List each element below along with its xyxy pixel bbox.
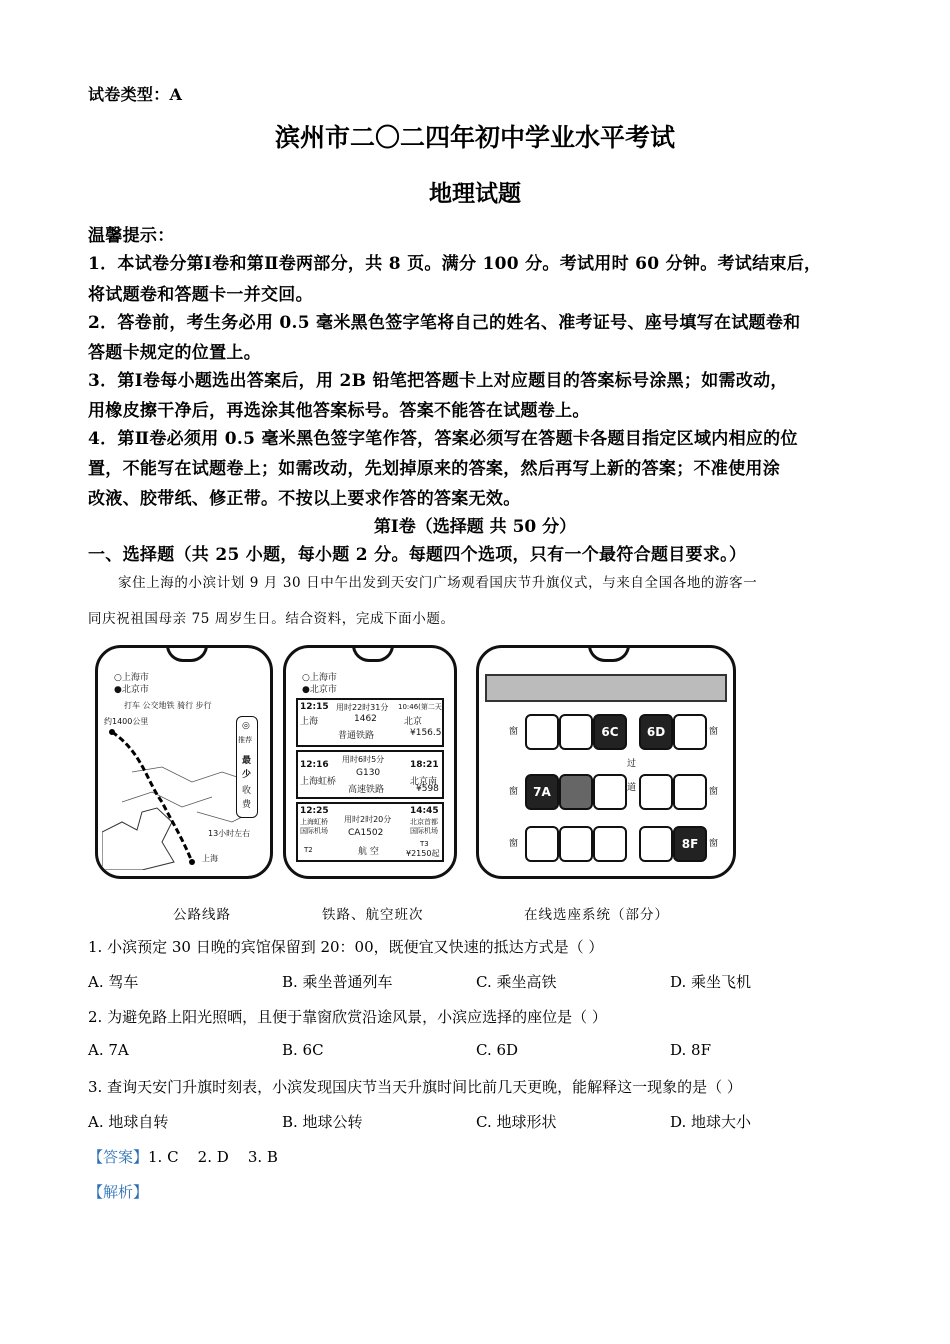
question-stem: 3. 查询天安门升旗时刻表，小滨发现国庆节当天升旗时间比前几天更晚，能解释这一现象的是（ ） [88,1078,742,1096]
seat[interactable] [593,826,627,862]
seat[interactable] [593,774,627,810]
trip-arr-time: 14:45 [410,806,439,816]
exam-title: 滨州市二〇二四年初中学业水平考试 [274,123,675,152]
seat[interactable] [673,774,707,810]
window-label: 窗 [709,727,719,737]
road-duration: 13小时左右 [208,829,251,838]
tip-line: 用橡皮擦干净后，再选涂其他答案标号。答案不能答在试题卷上。 [88,401,590,421]
trip-price: ¥156.5 [410,728,442,738]
aisle-label: 过道 [627,759,637,793]
side-item: 收 [242,786,252,796]
seat-8f[interactable]: 8F [673,826,707,862]
seat[interactable] [525,826,559,862]
paper-type: 试卷类型：A [88,85,183,104]
question-stem: 2. 为避免路上阳光照晒，且便于靠窗欣赏沿途风景，小滨应选择的座位是（ ） [88,1008,607,1026]
trip-dep-place: 上海 [300,717,319,727]
seat[interactable] [559,826,593,862]
road-to: ●北京市 [114,685,149,695]
subject-title: 地理试题 [429,180,521,207]
seat-toolbar [485,674,727,702]
trip-dep-time: 12:15 [300,702,329,712]
tip-line: 置，不能写在试题卷上；如需改动，先划掉原来的答案，然后再写上新的答案；不准使用涂 [88,459,780,479]
tip-line: 改液、胶带纸、修正带。不按以上要求作答的答案无效。 [88,489,521,509]
seat[interactable] [639,826,673,862]
window-label: 窗 [709,839,719,849]
tip-line: 答题卡规定的位置上。 [88,343,261,363]
side-item: 推荐 [238,736,252,744]
road-side-panel [236,716,258,818]
rail-phone [283,645,457,879]
trip-arr-place: 北京南 [410,777,438,787]
tip-line: 2．答卷前，考生务必用 0.5 毫米黑色签字笔将自己的姓名、准考证号、座号填写在试题卷和 [88,313,801,333]
analysis-label: 【解析】 [88,1183,149,1201]
trip-card-air[interactable] [296,802,444,862]
rail-from: ○上海市 [302,673,337,683]
trip-arr-time: 10:46(第二天) [398,703,445,711]
trip-dep-time: 12:16 [300,760,329,770]
trip-duration: 用时22时31分 [336,703,389,712]
tip-line: 将试题卷和答题卡一并交回。 [88,285,313,305]
question-option[interactable]: D. 乘坐飞机 [670,973,752,991]
trip-arr-place: 北京首都国际机场 [410,818,438,835]
window-label: 窗 [509,787,519,797]
trip-number: 1462 [354,714,377,724]
trip-type: 普通铁路 [338,731,375,741]
side-item: 最 [242,756,252,766]
tips-heading: 温馨提示： [88,226,175,246]
trip-dep-place: 上海虹桥 [300,777,337,787]
trip-number: CA1502 [348,828,384,838]
trip-arr-time: 18:21 [410,760,439,770]
side-item: 费 [242,800,252,810]
question-option[interactable]: C. 乘坐高铁 [476,973,557,991]
trip-dep-time: 12:25 [300,806,329,816]
tip-line: 3．第Ⅰ卷每小题选出答案后，用 2B 铅笔把答题卡上对应题目的答案标号涂黑；如需改动， [88,371,788,391]
trip-price: ¥598 [416,784,439,794]
trip-dep-place: 上海虹桥国际机场 [300,818,328,835]
trip-type: 高速铁路 [348,785,385,795]
trip-terminal: T3 [420,840,429,848]
trip-duration: 用时6时5分 [342,755,385,764]
road-phone [95,645,273,879]
seat[interactable] [525,714,559,750]
phone-notch [166,645,208,662]
passage-line: 家住上海的小滨计划 9 月 30 日中午出发到天安门广场观看国庆节升旗仪式，与来自全国各地的游客一 [118,575,758,591]
question-option[interactable]: A. 地球自转 [88,1113,169,1131]
section-instruction: 一、选择题（共 25 小题，每小题 2 分。每题四个选项，只有一个最符合题目要求。） [88,545,747,565]
tip-line: 4．第Ⅱ卷必须用 0.5 毫米黑色签字笔作答，答案必须写在答题卡各题目指定区域内相应的位 [88,429,798,449]
question-option[interactable]: D. 地球大小 [670,1113,752,1131]
road-from: ○上海市 [114,673,149,683]
answer-block [88,1146,278,1167]
caption-rail: 铁路、航空班次 [322,907,424,923]
trip-card-rail[interactable] [296,698,444,747]
tip-line: 1．本试卷分第Ⅰ卷和第Ⅱ卷两部分，共 8 页。满分 100 分。考试用时 60 分钟。考试结束后， [88,254,822,274]
section-title: 第Ⅰ卷（选择题 共 50 分） [373,517,577,537]
road-distance: 约1400公里 [104,717,149,726]
side-item: ◎ [242,721,250,731]
trip-arr-place: 北京 [404,717,423,727]
trip-terminal: T2 [304,846,313,854]
side-item: 少 [242,770,252,780]
question-option[interactable]: B. 乘坐普通列车 [282,973,393,991]
seat[interactable] [673,714,707,750]
caption-seats: 在线选座系统（部分） [524,907,669,923]
question-option[interactable]: C. 6D [476,1041,519,1059]
phone-notch [588,645,630,662]
trip-price: ¥2150起 [406,849,440,858]
question-option[interactable]: C. 地球形状 [476,1113,557,1131]
answer-label: 【答案】 [88,1148,149,1166]
trip-duration: 用时2时20分 [344,815,392,824]
passage-line: 同庆祝祖国母亲 75 周岁生日。结合资料，完成下面小题。 [88,611,455,627]
seat[interactable] [559,774,593,810]
seat-phone [476,645,736,879]
trip-card-hsr[interactable] [296,750,444,799]
question-option[interactable]: B. 6C [282,1041,324,1059]
rail-to: ●北京市 [302,685,337,695]
question-option[interactable]: A. 7A [88,1041,129,1059]
trip-type: 航 空 [358,847,379,857]
seat[interactable] [559,714,593,750]
phone-notch [352,645,394,662]
road-modes: 打车 公交地铁 骑行 步行 [124,701,212,710]
window-label: 窗 [509,727,519,737]
caption-road: 公路线路 [173,907,231,923]
road-city: 上海 [202,854,218,863]
answer-text: 1. C 2. D 3. B [148,1148,278,1166]
seat-7a[interactable]: 7A [525,774,559,810]
question-stem: 1. 小滨预定 30 日晚的宾馆保留到 20：00，既便宜又快速的抵达方式是（ ） [88,938,604,956]
trip-number: G130 [356,768,381,778]
window-label: 窗 [509,839,519,849]
question-option[interactable]: A. 驾车 [88,973,139,991]
seat-6d[interactable]: 6D [639,714,673,750]
seat[interactable] [639,774,673,810]
window-label: 窗 [709,787,719,797]
question-option[interactable]: D. 8F [670,1041,711,1059]
seat-6c[interactable]: 6C [593,714,627,750]
question-option[interactable]: B. 地球公转 [282,1113,363,1131]
